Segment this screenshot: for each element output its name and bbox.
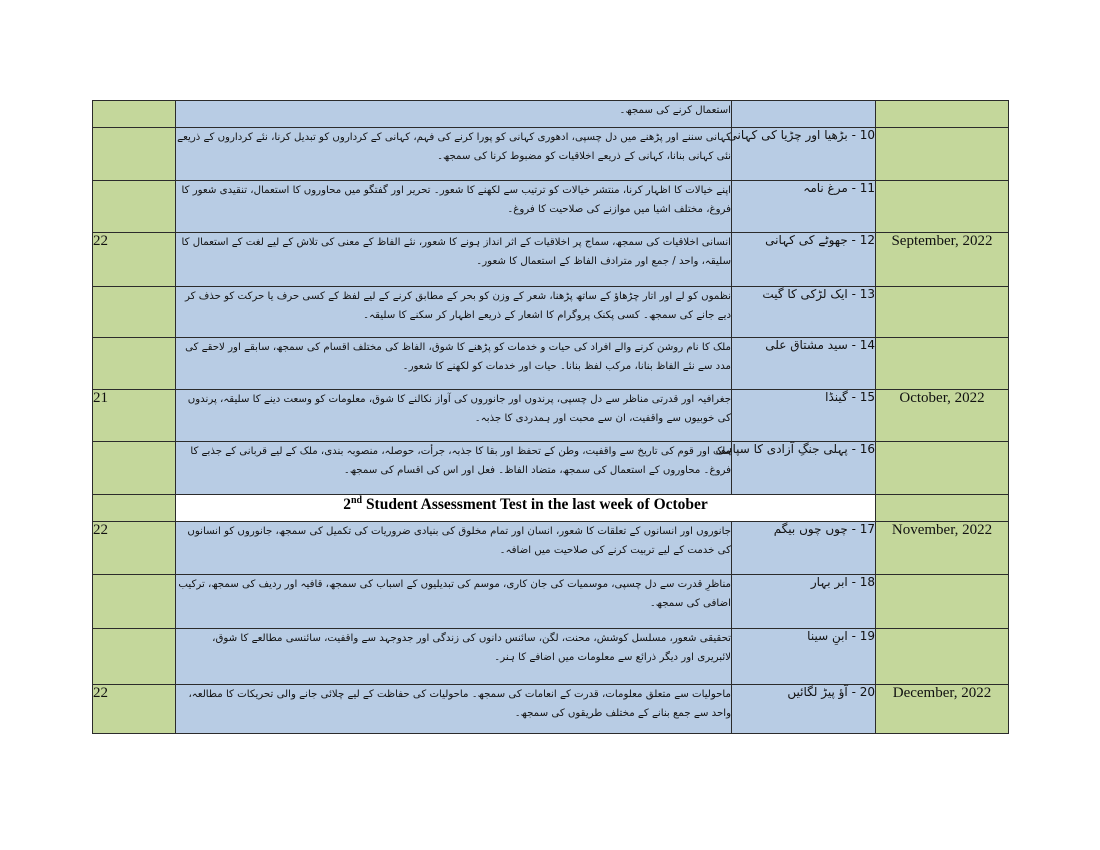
- lesson-cell: 10 - بڑھیا اور چڑیا کی کہانی: [732, 128, 876, 181]
- month-cell: [876, 629, 1009, 685]
- periods-cell: 22: [93, 233, 176, 287]
- objectives-cell: ملک اور قوم کی تاریخ سے واقفیت، وطن کے تحفظ اور بقا کا جذبہ، جرأت، حوصلہ، منصوبہ بندی، ملک کے لیے قربانی کے جذبے کا فروغ۔ محاوروں کے استعمال کی سمجھ، متضاد الفاظ۔ فعل اور اس کی اقسام کی سمجھ۔: [176, 442, 732, 495]
- table-row: [93, 181, 1009, 233]
- lesson-cell: 15 - گینڈا: [732, 390, 876, 442]
- periods-cell: [93, 575, 176, 629]
- lesson-cell: [732, 101, 876, 128]
- periods-cell: [93, 442, 176, 495]
- objectives-cell: نظموں کو لے اور اتار چڑھاؤ کے ساتھ پڑھنا، شعر کے وزن کو بحر کے مطابق کرنے کے لیے لفظ کے کسی حرف یا حرکت کو حذف کر دیے جانے کی سمجھ۔ کسی پکنک پروگرام کا اشعار کے ذریعے اظہار کر سکنے کا سلیقہ۔: [176, 287, 732, 338]
- month-cell: [876, 128, 1009, 181]
- periods-cell: [93, 101, 176, 128]
- objectives-cell: استعمال کرنے کی سمجھ۔: [176, 101, 732, 128]
- objectives-cell: کہانی سننے اور پڑھنے میں دل چسپی، ادھوری کہانی کو پورا کرنے کی فہم، کہانی کے کرداروں کو تبدیل کرنا، نئے کرداروں کے ذریعے نئی کہانی بنانا، کہانی کے ذریعے اخلاقیات کو مضبوط کرنا کی سمجھ۔: [176, 128, 732, 181]
- objectives-cell: اپنے خیالات کا اظہار کرنا، منتشر خیالات کو ترتیب سے لکھنے کا شعور۔ تحریر اور گفتگو میں محاوروں کا استعمال، تنقیدی شعور کا فروغ، مختلف اشیا میں موازنے کی صلاحیت کا فروغ۔: [176, 181, 732, 233]
- assessment-banner: [176, 495, 876, 522]
- table-row: [93, 128, 1009, 181]
- lesson-cell: 16 - پہلی جنگِ آزادی کا سپاہی: [732, 442, 876, 495]
- periods-cell: [93, 287, 176, 338]
- month-cell: [876, 101, 1009, 128]
- table-row: [93, 442, 1009, 495]
- periods-cell: [93, 338, 176, 390]
- periods-cell: [93, 128, 176, 181]
- month-cell: October, 2022: [876, 390, 1009, 442]
- objectives-cell: جانوروں اور انسانوں کے تعلقات کا شعور، انسان اور تمام مخلوق کی بنیادی ضروریات کی تکمیل کی سمجھ، جانوروں کو انسانوں کی خدمت کے لیے تربیت کرنے کی صلاحیت میں اضافہ۔: [176, 522, 732, 575]
- table-row: [93, 233, 1009, 287]
- objectives-cell: مناظرِ قدرت سے دل چسپی، موسمیات کی جان کاری، موسم کی تبدیلیوں کے اسباب کی سمجھ، قافیہ اور ردیف کی سمجھ، ترکیب اضافی کی سمجھ۔: [176, 575, 732, 629]
- periods-cell: 22: [93, 685, 176, 734]
- banner-ordinal: nd: [350, 495, 363, 506]
- lesson-cell: 12 - جھوٹے کی کہانی: [732, 233, 876, 287]
- month-cell: [876, 287, 1009, 338]
- periods-cell: [93, 181, 176, 233]
- month-cell: September, 2022: [876, 233, 1009, 287]
- periods-cell: [93, 629, 176, 685]
- periods-cell: 22: [93, 522, 176, 575]
- lesson-cell: 11 - مرغ نامہ: [732, 181, 876, 233]
- table-row: [93, 101, 1009, 128]
- month-cell: [876, 181, 1009, 233]
- table-row: [93, 495, 1009, 522]
- lesson-cell: 20 - آؤ پیڑ لگائیں: [732, 685, 876, 734]
- lesson-cell: 13 - ایک لڑکی کا گیت: [732, 287, 876, 338]
- month-cell: December, 2022: [876, 685, 1009, 734]
- periods-cell: [93, 495, 176, 522]
- month-cell: [876, 575, 1009, 629]
- month-cell: [876, 442, 1009, 495]
- periods-cell: 21: [93, 390, 176, 442]
- table-row: [93, 629, 1009, 685]
- lesson-cell: 19 - ابنِ سینا: [732, 629, 876, 685]
- objectives-cell: تحقیقی شعور، مسلسل کوشش، محنت، لگن، سائنس دانوں کی زندگی اور جدوجہد سے واقفیت، سائنسی مطالعے کا شوق، لائبریری اور دیگر ذرائع سے معلومات میں اضافے کا ہنر۔: [176, 629, 732, 685]
- objectives-cell: ملک کا نام روشن کرنے والے افراد کی حیات و خدمات کو پڑھنے کا شوق، الفاظ کی مختلف اقسام کی سمجھ، سابقے اور لاحقے کی مدد سے نئے الفاظ بنانا، مرکب لفظ بنانا۔ حیات اور خدمات کو لکھنے کا شعور۔: [176, 338, 732, 390]
- objectives-cell: جغرافیہ اور قدرتی مناظر سے دل چسپی، پرندوں اور جانوروں کی آواز نکالنے کا شوق، معلومات کو وسعت دینے کا سلیقہ، پرندوں کی خوبیوں سے واقفیت، ان سے محبت اور ہمدردی کا جذبہ۔: [176, 390, 732, 442]
- month-cell: November, 2022: [876, 522, 1009, 575]
- table-row: [93, 575, 1009, 629]
- table-row: [93, 522, 1009, 575]
- table-row: [93, 287, 1009, 338]
- objectives-cell: ماحولیات سے متعلق معلومات، قدرت کے انعامات کی سمجھ۔ ماحولیات کی حفاظت کے لیے چلائی جانے والی تحریکات کا مطالعہ، واحد سے جمع بنانے کے مختلف طریقوں کی سمجھ۔: [176, 685, 732, 734]
- lesson-cell: 17 - چوں چوں بیگم: [732, 522, 876, 575]
- table-row: [93, 390, 1009, 442]
- table-row: [93, 338, 1009, 390]
- banner-text: Student Assessment Test in the last week of October: [362, 496, 708, 514]
- syllabus-table: [92, 100, 1009, 734]
- month-cell: [876, 495, 1009, 522]
- lesson-cell: 18 - ابر بہار: [732, 575, 876, 629]
- table-row: [93, 685, 1009, 734]
- lesson-cell: 14 - سید مشتاق علی: [732, 338, 876, 390]
- objectives-cell: انسانی اخلاقیات کی سمجھ، سماج پر اخلاقیات کے اثر انداز ہونے کا شعور، نئے الفاظ کے معنی کی تلاش کے لیے لغت کے استعمال کا سلیقہ، واحد / جمع اور مترادف الفاظ کے استعمال کا شعور۔: [176, 233, 732, 287]
- banner-number: 2: [343, 496, 351, 514]
- month-cell: [876, 338, 1009, 390]
